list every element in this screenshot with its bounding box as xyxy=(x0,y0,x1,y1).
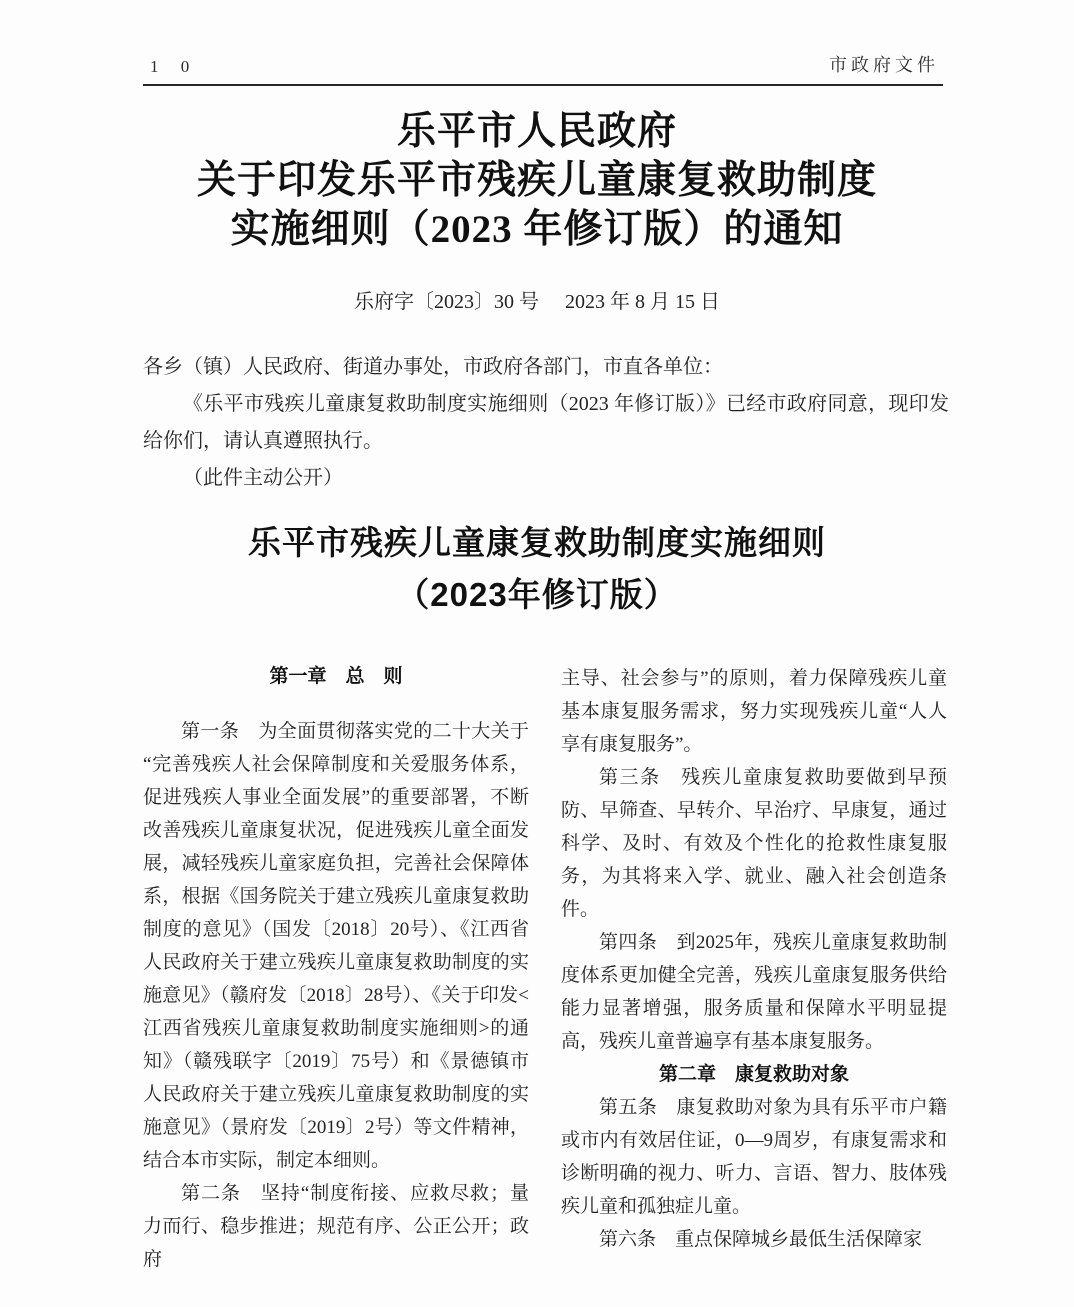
column-right xyxy=(561,662,947,1256)
header-doc-type: 市政府文件 xyxy=(829,55,939,75)
article-paragraph: 第二条 坚持“制度衔接、应救尽救；量力而行、稳步推进；规范有序、公正公开；政府 xyxy=(143,1183,529,1270)
page-number: 1 0 xyxy=(150,57,199,76)
notice-paragraph: 《乐平市残疾儿童康复救助制度实施细则（2023 年修订版）》已经市政府同意，现印发给你们，请认真遵照执行。 xyxy=(143,393,949,452)
article-paragraph: 第五条 康复救助对象为具有乐平市户籍或市内有效居住证，0—9周岁，有康复需求和诊断明确的视力、听力、言语、智力、肢体残疾儿童和孤独症儿童。 xyxy=(561,1097,947,1217)
article-paragraph: 第六条 重点保障城乡最低生活保障家 xyxy=(599,1229,923,1250)
doc-number: 乐府字〔2023〕30 号 xyxy=(354,291,539,313)
chapter-heading: 第一章 总 则 xyxy=(269,666,403,687)
header-rule xyxy=(143,84,943,86)
article-paragraph: 第四条 到2025年，残疾儿童康复救助制度体系更加健全完善，残疾儿童康复服务供给能力显著增强，服务质量和保障水平明显提高，残疾儿童普遍享有基本康复服务。 xyxy=(561,932,947,1052)
notice-title-line1: 乐平市人民政府 xyxy=(396,110,677,153)
regulation-title xyxy=(135,517,939,621)
notice-body xyxy=(143,349,949,497)
regulation-title-line2: （2023年修订版） xyxy=(396,576,678,613)
notice-note: （此件主动公开） xyxy=(183,467,343,489)
notice-title-line3: 实施细则（2023 年修订版）的通知 xyxy=(230,208,844,251)
column-left xyxy=(143,660,529,1276)
doc-number-line xyxy=(135,287,939,317)
article-paragraph: 主导、社会参与”的原则，着力保障残疾儿童基本康复服务需求，努力实现残疾儿童“人人享有康复服务”。 xyxy=(561,668,947,755)
article-paragraph: 第三条 残疾儿童康复救助要做到早预防、早筛查、早转介、早治疗、早康复，通过科学、及时、有效及个性化的抢救性康复服务，为其将来入学、就业、融入社会创造条件。 xyxy=(561,767,947,920)
notice-title xyxy=(135,107,939,254)
salutation: 各乡（镇）人民政府、街道办事处，市政府各部门，市直各单位： xyxy=(143,356,723,378)
notice-title-line2: 关于印发乐平市残疾儿童康复救助制度 xyxy=(196,159,877,202)
doc-date: 2023 年 8 月 15 日 xyxy=(565,291,720,313)
article-paragraph: 第一条 为全面贯彻落实党的二十大关于“完善残疾人社会保障制度和关爱服务体系，促进残疾人事业全面发展”的重要部署，不断改善残疾儿童康复状况，促进残疾儿童全面发展，减轻残疾儿童家庭负担，完善社会保障体系，根据《国务院关于建立残疾儿童康复救助制度的意见》（国发〔2018〕20号）、《江西省人民政府关于建立残疾儿童康复救助制度的实施意见》（赣府发〔2018〕28号）、《关于印发<江西省残疾儿童康复救助制度实施细则>的通知》（赣残联字〔2019〕75号）和《景德镇市人民政府关于建立残疾儿童康复救助制度的实施意见》（景府发〔2019〕2号）等文件精神，结合本市实际，制定本细则。 xyxy=(143,721,529,1171)
regulation-title-line1: 乐平市残疾儿童康复救助制度实施细则 xyxy=(248,524,826,561)
chapter-heading: 第二章 康复救助对象 xyxy=(658,1064,849,1085)
